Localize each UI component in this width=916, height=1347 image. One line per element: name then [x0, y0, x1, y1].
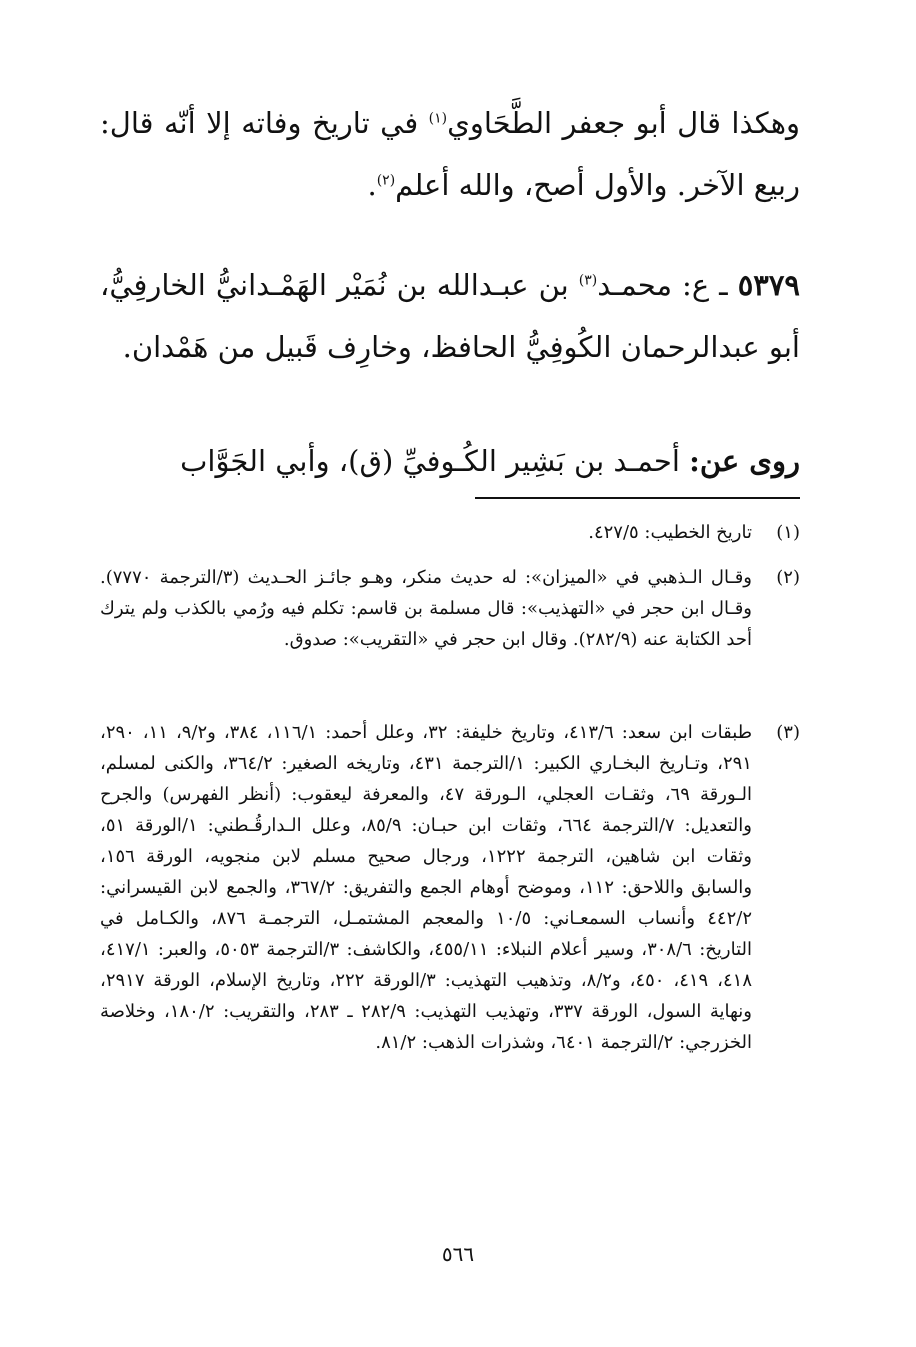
entry-number: ٥٣٧٩	[737, 268, 800, 302]
footnote-3	[100, 717, 800, 1058]
entry-text: بن عبـدالله بن نُمَيْر الهَمْـدانيُّ الخارفِيُّ، أبو عبدالرحمان الكُوفِيُّ الحافظ، وخارِف قَبيل من هَمْدان.	[100, 268, 800, 364]
footnote-2-number: (٢)	[776, 567, 800, 588]
paragraph-intro-text-1: وهكذا قال أبو جعفر الطَّحَاوي	[447, 106, 801, 140]
footnote-marker-3: (٣)	[578, 272, 598, 289]
entry-separator: ـ	[709, 268, 738, 302]
footnote-3-number: (٣)	[776, 722, 800, 743]
footnote-2	[100, 562, 800, 655]
footnote-2-text: وقـال الـذهبي في «الميزان»: له حديث منكر، وهـو جائـز الحـديث (٣/الترجمة ٧٧٧٠). وقـال ابن حجر في «التهذيب»: قال مسلمة بن قاسم: تكلم فيه ورُمي بالكذب ولم يترك أحد الكتابة عنه (٢٨٢/٩). وقال ابن حجر في «التقريب»: صدوق.	[100, 567, 752, 650]
narrated-from-text: أحمـد بن بَشِير الكُـوفيِّ (ق)، وأبي الجَوَّاب	[180, 444, 690, 478]
footnote-divider	[475, 497, 800, 499]
footnote-3-text: طبقات ابن سعد: ٤١٣/٦، وتاريخ خليفة: ٣٢، وعلل أحمد: ١١٦/١، ٣٨٤، و٩/٢، ١١، ٢٩٠، ٢٩١، وتـاريخ البخـاري الكبير: ١/الترجمة ٤٣١، وتاريخه الصغير: ٣٦٤/٢، والكنى لمسلم، الـورقة ٦٩، وثقـات العجلي، الـورقة ٤٧، والمعرفة ليعقوب: (أنظر الفهرس) والجرح والتعديل: ٧/الترجمة ٦٦٤، وثقات ابن حبـان: ٨٥/٩، وعلل الـدارقُـطني: ١/الورقة ٥١، وثقات ابن شاهين، الترجمة ١٢٢٢، ورجال صحيح مسلم لابن منجويه، الورقة ١٥٦، والسابق واللاحق: ١١٢، وموضح أوهام الجمع والتفريق: ٣٦٧/٢، والجمع لابن القيسراني: ٤٤٢/٢ وأنساب السمعـاني: ١٠/٥ والمعجم المشتمـل، الترجمـة ٨٧٦، والكـامل في التاريخ: ٣٠٨/٦، وسير أعلام النبلاء: ٤٥٥/١١، والكاشف: ٣/الترجمة ٥٠٥٣، والعبر: ٤١٧/١، ٤١٨، ٤١٩، ٤٥٠، و٨/٢، وتذهيب التهذيب: ٣/الورقة ٢٢٢، وتاريخ الإسلام، الورقة ٢٩١٧، ونهاية السول، الورقة ٣٣٧، وتهذيب التهذيب: ٢٨٢/٩ ـ ٢٨٣، والتقريب: ١٨٠/٢، وخلاصة الخزرجي: ٢/الترجمة ٦٤٠١، وشذرات الذهب: ٨١/٢.	[100, 722, 753, 1053]
entry-name-start: محمـد	[597, 268, 673, 302]
narrated-from	[100, 430, 800, 492]
footnote-marker-2: (٢)	[376, 172, 396, 189]
paragraph-intro-text-2: في تاريخ وفاته إلا أنّه قال: ربيع الآخر. والأول أصح، والله أعلم	[100, 106, 800, 202]
footnote-1	[100, 517, 800, 548]
narrated-from-label: روى عن:	[689, 444, 800, 478]
footnote-1-number: (١)	[776, 522, 800, 543]
page-number: ٥٦٦	[441, 1242, 475, 1266]
paragraph-intro-end: .	[367, 168, 377, 202]
paragraph-intro	[100, 92, 800, 216]
entry-code: ع:	[672, 268, 710, 302]
footnote-1-text: تاريخ الخطيب: ٤٢٧/٥.	[588, 522, 752, 543]
footnote-marker-1: (١)	[428, 110, 448, 127]
biography-entry	[100, 254, 800, 378]
